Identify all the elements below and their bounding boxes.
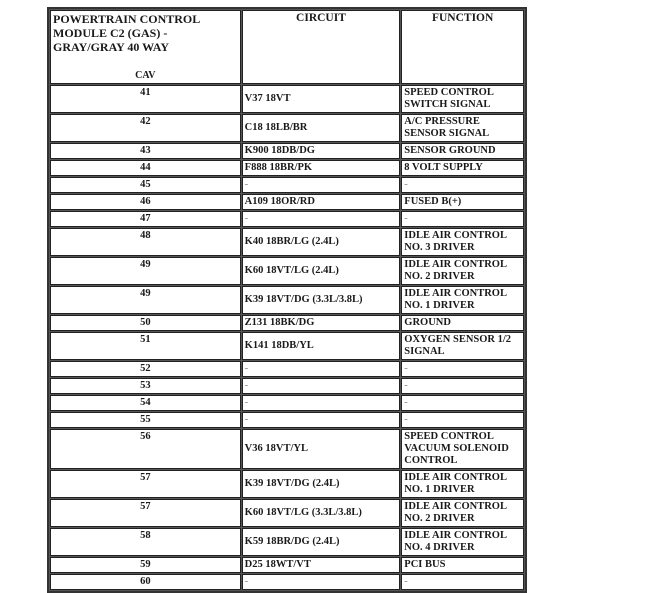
circuit-cell: - xyxy=(242,574,401,590)
circuit-cell: K900 18DB/DG xyxy=(242,143,401,159)
function-cell: - xyxy=(401,211,524,227)
cav-cell: 52 xyxy=(50,361,241,377)
circuit-cell: D25 18WT/VT xyxy=(242,557,401,573)
circuit-cell: V37 18VT xyxy=(242,85,401,113)
table-row xyxy=(50,114,524,142)
function-cell: IDLE AIR CONTROL NO. 4 DRIVER xyxy=(401,528,524,556)
function-cell: IDLE AIR CONTROL NO. 1 DRIVER xyxy=(401,470,524,498)
table-row xyxy=(50,177,524,193)
cav-cell: 49 xyxy=(50,286,241,314)
function-cell: IDLE AIR CONTROL NO. 2 DRIVER xyxy=(401,499,524,527)
cav-cell: 57 xyxy=(50,470,241,498)
function-cell: SPEED CONTROL SWITCH SIGNAL xyxy=(401,85,524,113)
table-row xyxy=(50,257,524,285)
function-cell: - xyxy=(401,378,524,394)
circuit-cell: K40 18BR/LG (2.4L) xyxy=(242,228,401,256)
circuit-cell: V36 18VT/YL xyxy=(242,429,401,469)
function-cell: - xyxy=(401,395,524,411)
circuit-cell: K39 18VT/DG (3.3L/3.8L) xyxy=(242,286,401,314)
circuit-cell: K60 18VT/LG (3.3L/3.8L) xyxy=(242,499,401,527)
cav-cell: 57 xyxy=(50,499,241,527)
cav-cell: 54 xyxy=(50,395,241,411)
cav-cell: 41 xyxy=(50,85,241,113)
table-row xyxy=(50,211,524,227)
table-row xyxy=(50,85,524,113)
circuit-cell: A109 18OR/RD xyxy=(242,194,401,210)
cav-cell: 58 xyxy=(50,528,241,556)
circuit-cell: - xyxy=(242,361,401,377)
table-row xyxy=(50,228,524,256)
cav-cell: 45 xyxy=(50,177,241,193)
circuit-cell: Z131 18BK/DG xyxy=(242,315,401,331)
circuit-cell: - xyxy=(242,412,401,428)
cav-cell: 49 xyxy=(50,257,241,285)
table-row xyxy=(50,286,524,314)
cav-cell: 60 xyxy=(50,574,241,590)
table-row xyxy=(50,194,524,210)
header-cav-cell xyxy=(50,10,241,84)
function-cell: - xyxy=(401,177,524,193)
cav-cell: 56 xyxy=(50,429,241,469)
circuit-cell: F888 18BR/PK xyxy=(242,160,401,176)
circuit-cell: C18 18LB/BR xyxy=(242,114,401,142)
cav-cell: 43 xyxy=(50,143,241,159)
cav-cell: 44 xyxy=(50,160,241,176)
circuit-cell: K60 18VT/LG (2.4L) xyxy=(242,257,401,285)
table-row xyxy=(50,470,524,498)
circuit-cell: - xyxy=(242,177,401,193)
cav-cell: 42 xyxy=(50,114,241,142)
connector-title: POWERTRAIN CONTROL MODULE C2 (GAS) - GRAY/GRAY 40 WAY xyxy=(53,12,200,54)
table-row xyxy=(50,574,524,590)
cav-cell: 48 xyxy=(50,228,241,256)
function-cell: IDLE AIR CONTROL NO. 2 DRIVER xyxy=(401,257,524,285)
table-row xyxy=(50,378,524,394)
circuit-cell: K59 18BR/DG (2.4L) xyxy=(242,528,401,556)
table-row xyxy=(50,412,524,428)
table-row xyxy=(50,332,524,360)
cav-cell: 55 xyxy=(50,412,241,428)
function-cell: SENSOR GROUND xyxy=(401,143,524,159)
function-cell: SPEED CONTROL VACUUM SOLENOID CONTROL xyxy=(401,429,524,469)
cav-cell: 47 xyxy=(50,211,241,227)
function-cell: OXYGEN SENSOR 1/2 SIGNAL xyxy=(401,332,524,360)
table-row xyxy=(50,315,524,331)
circuit-cell: K141 18DB/YL xyxy=(242,332,401,360)
cav-cell: 46 xyxy=(50,194,241,210)
function-cell: IDLE AIR CONTROL NO. 1 DRIVER xyxy=(401,286,524,314)
cav-cell: 53 xyxy=(50,378,241,394)
cav-cell: 50 xyxy=(50,315,241,331)
function-cell: 8 VOLT SUPPLY xyxy=(401,160,524,176)
cav-header: CAV xyxy=(135,70,156,81)
table-row xyxy=(50,160,524,176)
table-row xyxy=(50,395,524,411)
table-row xyxy=(50,499,524,527)
circuit-header: CIRCUIT xyxy=(242,10,401,84)
circuit-cell: - xyxy=(242,378,401,394)
function-cell: IDLE AIR CONTROL NO. 3 DRIVER xyxy=(401,228,524,256)
function-cell: PCI BUS xyxy=(401,557,524,573)
cav-cell: 59 xyxy=(50,557,241,573)
connector-pinout-table xyxy=(47,7,527,593)
table-row xyxy=(50,429,524,469)
table-row xyxy=(50,528,524,556)
function-cell: - xyxy=(401,574,524,590)
table-row xyxy=(50,361,524,377)
cav-cell: 51 xyxy=(50,332,241,360)
circuit-cell: K39 18VT/DG (2.4L) xyxy=(242,470,401,498)
function-cell: - xyxy=(401,412,524,428)
function-cell: GROUND xyxy=(401,315,524,331)
circuit-cell: - xyxy=(242,211,401,227)
function-cell: A/C PRESSURE SENSOR SIGNAL xyxy=(401,114,524,142)
function-cell: - xyxy=(401,361,524,377)
function-cell: FUSED B(+) xyxy=(401,194,524,210)
header-row xyxy=(50,10,524,84)
function-header: FUNCTION xyxy=(401,10,524,84)
circuit-cell: - xyxy=(242,395,401,411)
table-row xyxy=(50,143,524,159)
table-row xyxy=(50,557,524,573)
